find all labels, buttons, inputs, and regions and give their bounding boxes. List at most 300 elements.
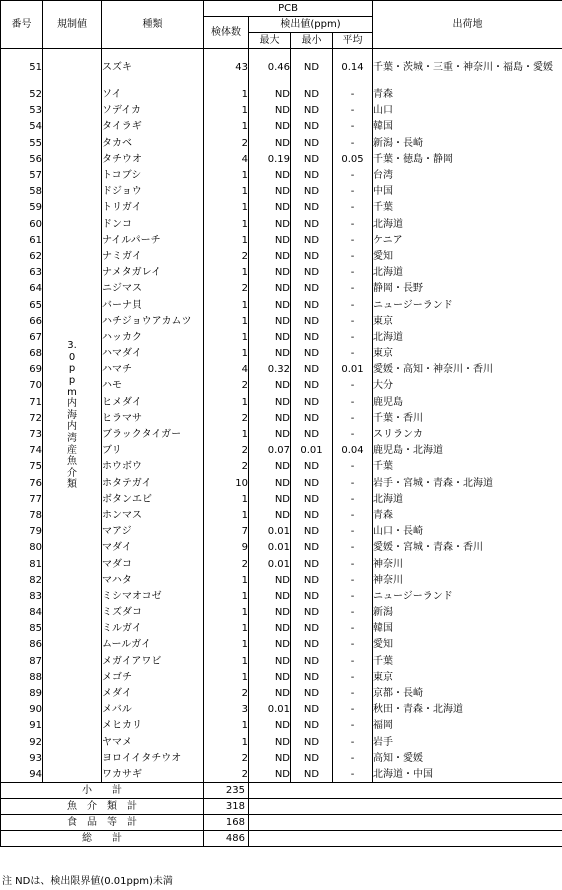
avg-value: - — [333, 410, 373, 426]
avg-value: - — [333, 184, 373, 200]
origin-place: ケニア — [373, 232, 562, 248]
species-name: ドンコ — [102, 216, 204, 232]
origin-place: 京都・長崎 — [373, 685, 562, 701]
species-name: ハッカク — [102, 329, 204, 345]
species-name: ヒラマサ — [102, 410, 204, 426]
max-value: 0.19 — [249, 151, 291, 167]
max-value: ND — [249, 491, 291, 507]
min-value: ND — [291, 766, 333, 782]
min-value: ND — [291, 232, 333, 248]
row-number: 94 — [1, 766, 43, 782]
row-number: 60 — [1, 216, 43, 232]
totals-value: 486 — [204, 831, 249, 847]
row-number: 88 — [1, 669, 43, 685]
table-header — [1, 1, 562, 49]
row-number: 78 — [1, 507, 43, 523]
row-number: 80 — [1, 540, 43, 556]
sample-count: 2 — [204, 135, 249, 151]
row-number: 68 — [1, 346, 43, 362]
species-name: ナイルパーチ — [102, 232, 204, 248]
min-value: ND — [291, 459, 333, 475]
totals-value: 235 — [204, 783, 249, 799]
row-number: 54 — [1, 119, 43, 135]
row-number: 71 — [1, 394, 43, 410]
max-value: 0.01 — [249, 524, 291, 540]
totals-label: 総 計 — [1, 831, 204, 847]
species-name: ハモ — [102, 378, 204, 394]
min-value: ND — [291, 556, 333, 572]
sample-count: 1 — [204, 426, 249, 442]
origin-place: 大分 — [373, 378, 562, 394]
totals-empty — [249, 815, 562, 831]
species-name: メゴチ — [102, 669, 204, 685]
min-value: ND — [291, 491, 333, 507]
avg-value: - — [333, 346, 373, 362]
min-value: ND — [291, 281, 333, 297]
max-value: ND — [249, 119, 291, 135]
avg-value: - — [333, 232, 373, 248]
origin-place: 千葉・茨城・三重・神奈川・福島・愛媛 — [373, 49, 562, 87]
sample-count: 2 — [204, 378, 249, 394]
min-value: 0.01 — [291, 443, 333, 459]
avg-value: - — [333, 394, 373, 410]
min-value: ND — [291, 605, 333, 621]
min-value: ND — [291, 329, 333, 345]
avg-value: - — [333, 524, 373, 540]
totals-row — [1, 799, 562, 815]
min-value: ND — [291, 362, 333, 378]
row-number: 93 — [1, 750, 43, 766]
sample-count: 1 — [204, 167, 249, 183]
row-number: 76 — [1, 475, 43, 491]
species-name: マハタ — [102, 572, 204, 588]
max-value: ND — [249, 588, 291, 604]
species-name: ハチジョウアカムツ — [102, 313, 204, 329]
species-name: マダイ — [102, 540, 204, 556]
avg-value: - — [333, 459, 373, 475]
sample-count: 3 — [204, 702, 249, 718]
totals-empty — [249, 831, 562, 847]
species-name: ムールガイ — [102, 637, 204, 653]
sample-count: 1 — [204, 734, 249, 750]
avg-value: - — [333, 281, 373, 297]
avg-value: - — [333, 507, 373, 523]
max-value: ND — [249, 87, 291, 103]
max-value: 0.46 — [249, 49, 291, 87]
min-value: ND — [291, 313, 333, 329]
totals-row — [1, 783, 562, 799]
max-value: 0.07 — [249, 443, 291, 459]
sample-count: 1 — [204, 119, 249, 135]
sample-count: 2 — [204, 766, 249, 782]
row-number: 66 — [1, 313, 43, 329]
row-number: 64 — [1, 281, 43, 297]
species-name: ホンマス — [102, 507, 204, 523]
origin-place: 福岡 — [373, 718, 562, 734]
origin-place: 秋田・青森・北海道 — [373, 702, 562, 718]
avg-value: - — [333, 702, 373, 718]
header-pcb: PCB — [204, 1, 373, 17]
origin-place: 青森 — [373, 507, 562, 523]
min-value: ND — [291, 718, 333, 734]
origin-place: 鹿児島・北海道 — [373, 443, 562, 459]
avg-value: - — [333, 637, 373, 653]
sample-count: 2 — [204, 685, 249, 701]
sample-count: 9 — [204, 540, 249, 556]
sample-count: 1 — [204, 653, 249, 669]
min-value: ND — [291, 200, 333, 216]
origin-place: 新潟・長崎 — [373, 135, 562, 151]
max-value: ND — [249, 426, 291, 442]
min-value: ND — [291, 87, 333, 103]
row-number: 57 — [1, 167, 43, 183]
row-number: 75 — [1, 459, 43, 475]
max-value: ND — [249, 346, 291, 362]
avg-value: - — [333, 167, 373, 183]
sample-count: 4 — [204, 151, 249, 167]
totals-section — [1, 783, 562, 847]
max-value: ND — [249, 734, 291, 750]
origin-place: 山口・長崎 — [373, 524, 562, 540]
sample-count: 1 — [204, 621, 249, 637]
origin-place: ニュージーランド — [373, 588, 562, 604]
origin-place: 千葉 — [373, 200, 562, 216]
sample-count: 1 — [204, 669, 249, 685]
max-value: ND — [249, 216, 291, 232]
species-name: ハマチ — [102, 362, 204, 378]
min-value: ND — [291, 572, 333, 588]
origin-place: 新潟 — [373, 605, 562, 621]
max-value: ND — [249, 750, 291, 766]
sample-count: 1 — [204, 329, 249, 345]
min-value: ND — [291, 702, 333, 718]
avg-value: - — [333, 766, 373, 782]
footnote: 注 NDは、検出限界値(0.01ppm)未満 — [2, 876, 173, 887]
row-number: 51 — [1, 49, 43, 87]
sample-count: 1 — [204, 588, 249, 604]
min-value: ND — [291, 426, 333, 442]
min-value: ND — [291, 524, 333, 540]
max-value: ND — [249, 297, 291, 313]
min-value: ND — [291, 103, 333, 119]
min-value: ND — [291, 410, 333, 426]
avg-value: - — [333, 540, 373, 556]
species-name: ナメタガレイ — [102, 265, 204, 281]
row-number: 83 — [1, 588, 43, 604]
row-number: 65 — [1, 297, 43, 313]
totals-label: 食 品 等 計 — [1, 815, 204, 831]
avg-value: - — [333, 378, 373, 394]
avg-value: 0.05 — [333, 151, 373, 167]
header-detected: 検出値(ppm) — [249, 17, 373, 33]
max-value: ND — [249, 637, 291, 653]
avg-value: - — [333, 556, 373, 572]
row-number: 59 — [1, 200, 43, 216]
max-value: ND — [249, 313, 291, 329]
row-number: 90 — [1, 702, 43, 718]
species-name: ソデイカ — [102, 103, 204, 119]
sample-count: 2 — [204, 459, 249, 475]
species-name: タチウオ — [102, 151, 204, 167]
species-name: メガイアワビ — [102, 653, 204, 669]
min-value: ND — [291, 507, 333, 523]
max-value: ND — [249, 265, 291, 281]
avg-value: - — [333, 248, 373, 264]
table-row — [1, 49, 562, 87]
sample-count: 1 — [204, 232, 249, 248]
regulation-value-cell — [43, 49, 102, 783]
avg-value: - — [333, 475, 373, 491]
species-name: ミシマオコゼ — [102, 588, 204, 604]
sample-count: 10 — [204, 475, 249, 491]
species-name: ミズダコ — [102, 605, 204, 621]
sample-count: 1 — [204, 491, 249, 507]
species-name: スズキ — [102, 49, 204, 87]
avg-value: 0.01 — [333, 362, 373, 378]
totals-label: 小 計 — [1, 783, 204, 799]
origin-place: 山口 — [373, 103, 562, 119]
avg-value: - — [333, 572, 373, 588]
origin-place: 神奈川 — [373, 572, 562, 588]
min-value: ND — [291, 135, 333, 151]
min-value: ND — [291, 167, 333, 183]
species-name: ニジマス — [102, 281, 204, 297]
max-value: 0.01 — [249, 556, 291, 572]
totals-empty — [249, 799, 562, 815]
row-number: 61 — [1, 232, 43, 248]
sample-count: 1 — [204, 605, 249, 621]
avg-value: - — [333, 313, 373, 329]
min-value: ND — [291, 248, 333, 264]
min-value: ND — [291, 119, 333, 135]
origin-place: 中国 — [373, 184, 562, 200]
avg-value: - — [333, 329, 373, 345]
origin-place: 北海道・中国 — [373, 766, 562, 782]
sample-count: 1 — [204, 507, 249, 523]
header-avg: 平均 — [333, 33, 373, 49]
max-value: ND — [249, 653, 291, 669]
min-value: ND — [291, 346, 333, 362]
max-value: ND — [249, 605, 291, 621]
species-name: ブラックタイガー — [102, 426, 204, 442]
header-count: 検体数 — [204, 17, 249, 49]
min-value: ND — [291, 49, 333, 87]
species-name: ボタンエビ — [102, 491, 204, 507]
totals-row — [1, 831, 562, 847]
min-value: ND — [291, 685, 333, 701]
sample-count: 2 — [204, 248, 249, 264]
max-value: ND — [249, 378, 291, 394]
max-value: ND — [249, 572, 291, 588]
totals-value: 168 — [204, 815, 249, 831]
max-value: ND — [249, 621, 291, 637]
max-value: 0.32 — [249, 362, 291, 378]
origin-place: 台湾 — [373, 167, 562, 183]
sample-count: 1 — [204, 297, 249, 313]
min-value: ND — [291, 475, 333, 491]
sample-count: 1 — [204, 103, 249, 119]
max-value: ND — [249, 685, 291, 701]
row-number: 72 — [1, 410, 43, 426]
row-number: 67 — [1, 329, 43, 345]
row-number: 58 — [1, 184, 43, 200]
avg-value: - — [333, 200, 373, 216]
row-number: 91 — [1, 718, 43, 734]
min-value: ND — [291, 265, 333, 281]
avg-value: - — [333, 297, 373, 313]
row-number: 70 — [1, 378, 43, 394]
origin-place: 韓国 — [373, 119, 562, 135]
species-name: ミルガイ — [102, 621, 204, 637]
row-number: 89 — [1, 685, 43, 701]
origin-place: ニュージーランド — [373, 297, 562, 313]
avg-value: 0.14 — [333, 49, 373, 87]
max-value: ND — [249, 248, 291, 264]
row-number: 82 — [1, 572, 43, 588]
species-name: マアジ — [102, 524, 204, 540]
min-value: ND — [291, 184, 333, 200]
avg-value: - — [333, 750, 373, 766]
origin-place: 愛媛・宮城・青森・香川 — [373, 540, 562, 556]
avg-value: - — [333, 653, 373, 669]
max-value: ND — [249, 184, 291, 200]
avg-value: - — [333, 734, 373, 750]
origin-place: 千葉・香川 — [373, 410, 562, 426]
min-value: ND — [291, 394, 333, 410]
min-value: ND — [291, 621, 333, 637]
min-value: ND — [291, 669, 333, 685]
origin-place: 岩手 — [373, 734, 562, 750]
sample-count: 2 — [204, 443, 249, 459]
totals-value: 318 — [204, 799, 249, 815]
sample-count: 4 — [204, 362, 249, 378]
species-name: ヨロイイタチウオ — [102, 750, 204, 766]
species-name: ブリ — [102, 443, 204, 459]
avg-value: - — [333, 669, 373, 685]
max-value: ND — [249, 507, 291, 523]
species-name: ヤマメ — [102, 734, 204, 750]
min-value: ND — [291, 216, 333, 232]
max-value: ND — [249, 135, 291, 151]
origin-place: 高知・愛媛 — [373, 750, 562, 766]
row-number: 81 — [1, 556, 43, 572]
max-value: ND — [249, 475, 291, 491]
origin-place: 愛媛・高知・神奈川・香川 — [373, 362, 562, 378]
species-name: メヒカリ — [102, 718, 204, 734]
min-value: ND — [291, 378, 333, 394]
row-number: 53 — [1, 103, 43, 119]
origin-place: 北海道 — [373, 265, 562, 281]
species-name: メバル — [102, 702, 204, 718]
min-value: ND — [291, 540, 333, 556]
species-name: ワカサギ — [102, 766, 204, 782]
max-value: ND — [249, 200, 291, 216]
header-origin: 出荷地 — [373, 1, 562, 49]
avg-value: - — [333, 216, 373, 232]
species-name: タイラギ — [102, 119, 204, 135]
min-value: ND — [291, 734, 333, 750]
species-name: ハマダイ — [102, 346, 204, 362]
avg-value: - — [333, 605, 373, 621]
species-name: バーナ貝 — [102, 297, 204, 313]
max-value: ND — [249, 167, 291, 183]
species-name: ソイ — [102, 87, 204, 103]
avg-value: - — [333, 621, 373, 637]
origin-place: 東京 — [373, 346, 562, 362]
origin-place: 東京 — [373, 669, 562, 685]
row-number: 56 — [1, 151, 43, 167]
table-body — [1, 49, 562, 783]
row-number: 87 — [1, 653, 43, 669]
header-min: 最小 — [291, 33, 333, 49]
min-value: ND — [291, 588, 333, 604]
sample-count: 1 — [204, 184, 249, 200]
origin-place: 韓国 — [373, 621, 562, 637]
sample-count: 1 — [204, 346, 249, 362]
origin-place: 北海道 — [373, 491, 562, 507]
avg-value: - — [333, 103, 373, 119]
origin-place: 千葉 — [373, 459, 562, 475]
max-value: ND — [249, 459, 291, 475]
row-number: 86 — [1, 637, 43, 653]
species-name: トリガイ — [102, 200, 204, 216]
row-number: 85 — [1, 621, 43, 637]
max-value: ND — [249, 281, 291, 297]
species-name: ホタテガイ — [102, 475, 204, 491]
species-name: ヒメダイ — [102, 394, 204, 410]
sample-count: 2 — [204, 556, 249, 572]
sample-count: 7 — [204, 524, 249, 540]
sample-count: 43 — [204, 49, 249, 87]
sample-count: 1 — [204, 216, 249, 232]
max-value: ND — [249, 410, 291, 426]
max-value: ND — [249, 766, 291, 782]
avg-value: - — [333, 135, 373, 151]
sample-count: 1 — [204, 87, 249, 103]
max-value: ND — [249, 103, 291, 119]
origin-place: スリランカ — [373, 426, 562, 442]
origin-place: 東京 — [373, 313, 562, 329]
regulation-value: 3.0ppm内海内湾産魚介類 — [67, 340, 77, 491]
totals-row — [1, 815, 562, 831]
sample-count: 1 — [204, 718, 249, 734]
row-number: 63 — [1, 265, 43, 281]
max-value: 0.01 — [249, 540, 291, 556]
origin-place: 千葉・徳島・静岡 — [373, 151, 562, 167]
origin-place: 岩手・宮城・青森・北海道 — [373, 475, 562, 491]
avg-value: - — [333, 718, 373, 734]
row-number: 92 — [1, 734, 43, 750]
max-value: ND — [249, 329, 291, 345]
species-name: ドジョウ — [102, 184, 204, 200]
header-no: 番号 — [1, 1, 43, 49]
row-number: 69 — [1, 362, 43, 378]
totals-label: 魚 介 類 計 — [1, 799, 204, 815]
species-name: ホウボウ — [102, 459, 204, 475]
header-kind: 種類 — [102, 1, 204, 49]
species-name: ナミガイ — [102, 248, 204, 264]
origin-place: 千葉 — [373, 653, 562, 669]
sample-count: 1 — [204, 637, 249, 653]
origin-place: 鹿児島 — [373, 394, 562, 410]
avg-value: - — [333, 588, 373, 604]
sample-count: 2 — [204, 750, 249, 766]
origin-place: 青森 — [373, 87, 562, 103]
avg-value: - — [333, 87, 373, 103]
row-number: 55 — [1, 135, 43, 151]
sample-count: 2 — [204, 281, 249, 297]
row-number: 62 — [1, 248, 43, 264]
